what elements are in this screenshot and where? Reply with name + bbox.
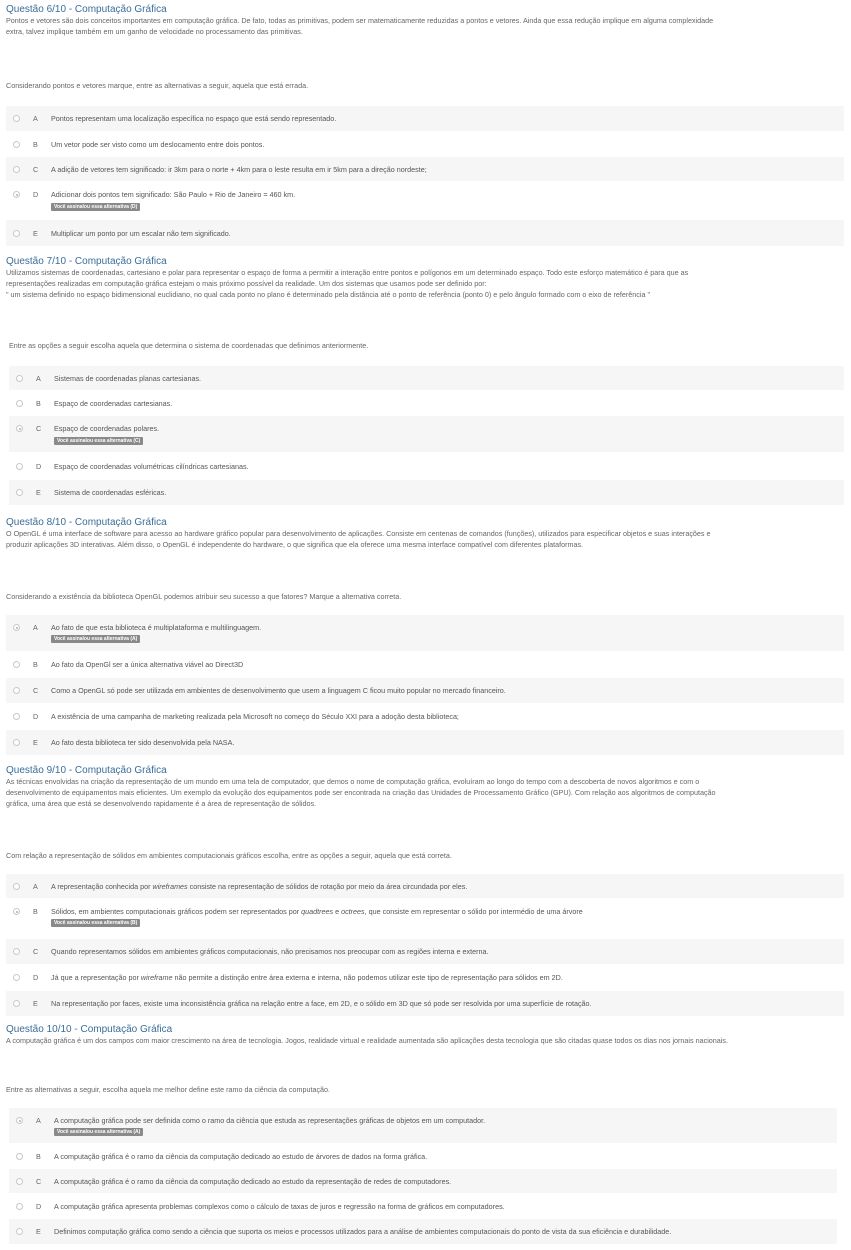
option-text: Multiplicar um ponto por um escalar não tem significado. (51, 229, 231, 238)
radio-button-selected[interactable] (13, 191, 20, 198)
option-text: A computação gráfica é o ramo da ciência da computação dedicado ao estudo da representação de redes de computadores. (54, 1177, 452, 1186)
option-letter: C (33, 947, 39, 956)
intro-line: desenvolvimento de equipamentos mais eficientes. Um exemplo da evolução dos equipamentos pode ser encontrada na criação das Unidades de Processamento Gráfico (GPU). Com relação aos algoritmos de computação (6, 787, 716, 797)
option-e[interactable] (9, 480, 844, 506)
option-b[interactable] (6, 132, 844, 157)
option-text: Ao fato da OpenGl ser a única alternativa viável ao Direct3D (51, 660, 244, 669)
option-text: Adicionar dois pontos tem significado: São Paulo + Rio de Janeiro = 460 km. (51, 190, 296, 199)
option-e[interactable] (6, 991, 844, 1017)
intro-line: As técnicas envolvidas na criação da representação de um mundo em uma tela de computador, que demos o nome de computação gráfica, evoluíram ao longo do tempo com a descoberta de novos algoritmos e com o (6, 777, 700, 786)
radio-button[interactable] (16, 1203, 23, 1210)
option-d[interactable] (9, 453, 844, 480)
option-e[interactable] (6, 220, 844, 247)
option-b[interactable] (6, 652, 844, 678)
option-letter: C (36, 424, 42, 433)
question-prompt: Entre as alternativas a seguir, escolha aquela me melhor define este ramo da ciência da computação. (6, 1085, 331, 1094)
question-prompt: Entre as opções a seguir escolha aquela que determina o sistema de coordenadas que definimos anteriormente. (9, 341, 369, 350)
option-a[interactable] (9, 366, 844, 391)
question-6 (6, 4, 844, 249)
option-letter: C (33, 686, 39, 695)
option-b[interactable] (9, 1144, 837, 1169)
radio-button[interactable] (13, 1000, 20, 1007)
option-text: Pontos representam uma localização específica no espaço que está sendo representado. (51, 114, 337, 123)
option-b[interactable] (6, 899, 844, 939)
radio-button[interactable] (16, 1178, 23, 1185)
radio-button[interactable] (13, 166, 20, 173)
option-text: A representação conhecida por wireframes consiste na representação de sólidos de rotação por meio da área circundada por eles. (51, 882, 468, 891)
intro-line: Pontos e vetores são dois conceitos importantes em computação gráfica. De fato, todas as primitivas, podem ser matematicamente reduzidas a pontos e vetores. Ainda que essa redução implique em alguma complexidade (6, 16, 714, 25)
option-letter: A (33, 623, 38, 632)
radio-button[interactable] (13, 230, 20, 237)
radio-button[interactable] (13, 687, 20, 694)
question-intro (6, 16, 844, 38)
option-letter: C (36, 1177, 42, 1186)
option-a[interactable] (6, 874, 844, 899)
option-letter: B (36, 1152, 41, 1161)
option-text: Na representação por faces, existe uma inconsistência gráfica na relação entre a face, em 2D, e o sólido em 3D que só pode ser resolvida por uma superfície de rotação. (51, 999, 592, 1008)
option-text: Sistemas de coordenadas planas cartesianas. (54, 374, 202, 383)
option-letter: E (36, 1227, 41, 1236)
intro-line: " um sistema definido no espaço bidimensional euclidiano, no qual cada ponto no plano é determinado pela distância até o ponto de referência (ponto 0) e pelo ângulo formado com o eixo de referência " (6, 289, 651, 299)
option-text: A computação gráfica apresenta problemas complexos como o cálculo de taxas de juros e regressão na forma de gráficos em computadores. (54, 1202, 505, 1211)
option-letter: C (33, 165, 39, 174)
option-d[interactable] (6, 704, 844, 730)
question-intro (6, 268, 844, 300)
intro-line: O OpenGL é uma interface de software para acesso ao hardware gráfico popular para desenvolvimento de aplicações. Consiste em centenas de comandos (funções), utilizados para especificar objetos e suas interações e (6, 529, 711, 538)
option-letter: D (33, 973, 39, 982)
option-text: Ao fato de que esta biblioteca é multiplataforma e multilinguagem. (51, 623, 262, 632)
radio-button[interactable] (13, 974, 20, 981)
option-text: A existência de uma campanha de marketing realizada pela Microsoft no começo do Século XXI para a adoção desta biblioteca; (51, 712, 459, 721)
radio-button-selected[interactable] (16, 1117, 23, 1124)
question-intro (6, 777, 844, 809)
option-text: A computação gráfica é o ramo da ciência da computação dedicado ao estudo de árvores de dados na forma gráfica. (54, 1152, 428, 1161)
option-letter: B (33, 660, 38, 669)
option-a[interactable] (9, 1108, 837, 1144)
option-c[interactable] (6, 939, 844, 965)
option-text: A adição de vetores tem significado: ir 3km para o norte + 4km para o leste resulta em ir 5km para a direção nordeste; (51, 165, 427, 174)
question-title: Questão 7/10 - Computação Gráfica (6, 256, 167, 267)
option-text: Um vetor pode ser visto como um deslocamento entre dois pontos. (51, 140, 265, 149)
option-text: A computação gráfica pode ser definida como o ramo da ciência que estuda as representações gráficas de objetos em um computador. (54, 1116, 486, 1125)
selected-badge: Você assinalou essa alternativa (C) (54, 437, 143, 445)
question-9 (6, 765, 844, 1018)
option-text: Ao fato desta biblioteca ter sido desenvolvida pela NASA. (51, 738, 235, 747)
option-e[interactable] (6, 730, 844, 756)
radio-button[interactable] (13, 739, 20, 746)
question-title: Questão 10/10 - Computação Gráfica (6, 1024, 173, 1035)
option-letter: E (33, 229, 38, 238)
radio-button[interactable] (13, 141, 20, 148)
question-7 (6, 256, 844, 512)
radio-button[interactable] (13, 713, 20, 720)
intro-line: gráfica, uma área que está se desenvolvendo rapidamente é a área de representação de sólidos. (6, 798, 317, 808)
option-text: Sólidos, em ambientes computacionais gráficos podem ser representados por quadtrees e octrees, que consiste em representar o sólido por intermédio de uma árvore (51, 907, 583, 916)
radio-button[interactable] (16, 1153, 23, 1160)
question-title: Questão 9/10 - Computação Gráfica (6, 765, 167, 776)
option-text: Espaço de coordenadas polares. (54, 424, 160, 433)
option-text: Sistema de coordenadas esféricas. (54, 488, 167, 497)
option-e[interactable] (9, 1219, 837, 1245)
radio-button[interactable] (13, 883, 20, 890)
option-letter: A (33, 114, 38, 123)
option-text: Já que a representação por wireframe não permite a distinção entre área externa e interna, não podemos utilizar este tipo de representação para sólidos em 2D. (51, 973, 563, 982)
question-intro (6, 1036, 844, 1047)
intro-line: extra, talvez implique também em um ganho de velocidade no processamento das primitivas. (6, 26, 303, 36)
selected-badge: Você assinalou essa alternativa (A) (54, 1128, 143, 1136)
selected-badge: Você assinalou essa alternativa (D) (51, 203, 140, 211)
radio-button[interactable] (16, 489, 23, 496)
intro-line: representações realizadas em computação gráfica estejam o mais próximo possível da realidade. Um dos sistemas que usamos pode ser definido por: (6, 278, 487, 288)
option-text: Definimos computação gráfica como sendo a ciência que suporta os meios e processos utilizados para a análise de ambientes computacionais do ponto de vista da sua eficiência e durabilidade. (54, 1227, 672, 1236)
option-letter: D (36, 1202, 42, 1211)
option-d[interactable] (9, 1194, 837, 1219)
selected-badge: Você assinalou essa alternativa (A) (51, 635, 140, 643)
question-title: Questão 8/10 - Computação Gráfica (6, 517, 167, 528)
option-c[interactable] (9, 1169, 837, 1194)
radio-button[interactable] (16, 375, 23, 382)
option-letter: D (33, 190, 39, 199)
radio-button[interactable] (16, 400, 23, 407)
question-10 (6, 1024, 844, 1248)
option-letter: B (33, 140, 38, 149)
option-text: Como a OpenGL só pode ser utilizada em ambientes de desenvolvimento que usem a linguagem C ficou muito popular no mercado financeiro. (51, 686, 506, 695)
question-prompt: Considerando pontos e vetores marque, entre as alternativas a seguir, aquela que está errada. (6, 81, 309, 90)
intro-line: Utilizamos sistemas de coordenadas, cartesiano e polar para representar o espaço de forma a permitir a interação entre pontos e polígonos em um determinado espaço. Todo este esforço matemático é para que as (6, 268, 689, 277)
option-letter: E (33, 999, 38, 1008)
intro-line: produzir aplicações 3D interativas. Além disso, o OpenGL é independente do hardware, o que significa que ela oferece uma mesma interface compatível com diferentes plataformas. (6, 539, 584, 549)
option-a[interactable] (6, 106, 844, 132)
radio-button[interactable] (16, 463, 23, 470)
option-letter: D (36, 462, 42, 471)
option-letter: A (36, 374, 41, 383)
selected-badge: Você assinalou essa alternativa (B) (51, 919, 140, 927)
question-prompt: Com relação a representação de sólidos em ambientes computacionais gráficos escolha, entre as opções a seguir, aquela que está correta. (6, 851, 452, 860)
intro-line: A computação gráfica é um dos campos com maior crescimento na área de tecnologia. Jogos, realidade virtual e realidade aumentada são aplicações desta tecnologia que são citadas quase todos os dias nos jornais nacionais. (6, 1036, 728, 1045)
option-a[interactable] (6, 615, 844, 652)
option-letter: B (36, 399, 41, 408)
option-d[interactable] (6, 965, 844, 991)
option-text: Espaço de coordenadas volumétricas cilíndricas cartesianas. (54, 462, 249, 471)
option-b[interactable] (9, 391, 844, 416)
option-letter: E (33, 738, 38, 747)
radio-button[interactable] (13, 948, 20, 955)
option-text: Espaço de coordenadas cartesianas. (54, 399, 173, 408)
option-c[interactable] (6, 157, 844, 182)
radio-button-selected[interactable] (13, 624, 20, 631)
option-letter: B (33, 907, 38, 916)
question-8 (6, 517, 844, 762)
radio-button[interactable] (13, 115, 20, 122)
radio-button-selected[interactable] (16, 425, 23, 432)
option-letter: A (33, 882, 38, 891)
option-c[interactable] (6, 678, 844, 704)
option-letter: D (33, 712, 39, 721)
option-letter: E (36, 488, 41, 497)
option-letter: A (36, 1116, 41, 1125)
option-text: Quando representamos sólidos em ambientes gráficos computacionais, não precisamos nos preocupar com as regiões interna e externa. (51, 947, 489, 956)
radio-button[interactable] (13, 661, 20, 668)
question-prompt: Considerando a existência da biblioteca OpenGL podemos atribuir seu sucesso a que fatores? Marque a alternativa correta. (6, 592, 402, 601)
radio-button[interactable] (16, 1228, 23, 1235)
option-c[interactable] (9, 416, 844, 453)
question-intro (6, 529, 844, 551)
radio-button-selected[interactable] (13, 908, 20, 915)
question-title: Questão 6/10 - Computação Gráfica (6, 4, 167, 15)
option-d[interactable] (6, 182, 844, 220)
